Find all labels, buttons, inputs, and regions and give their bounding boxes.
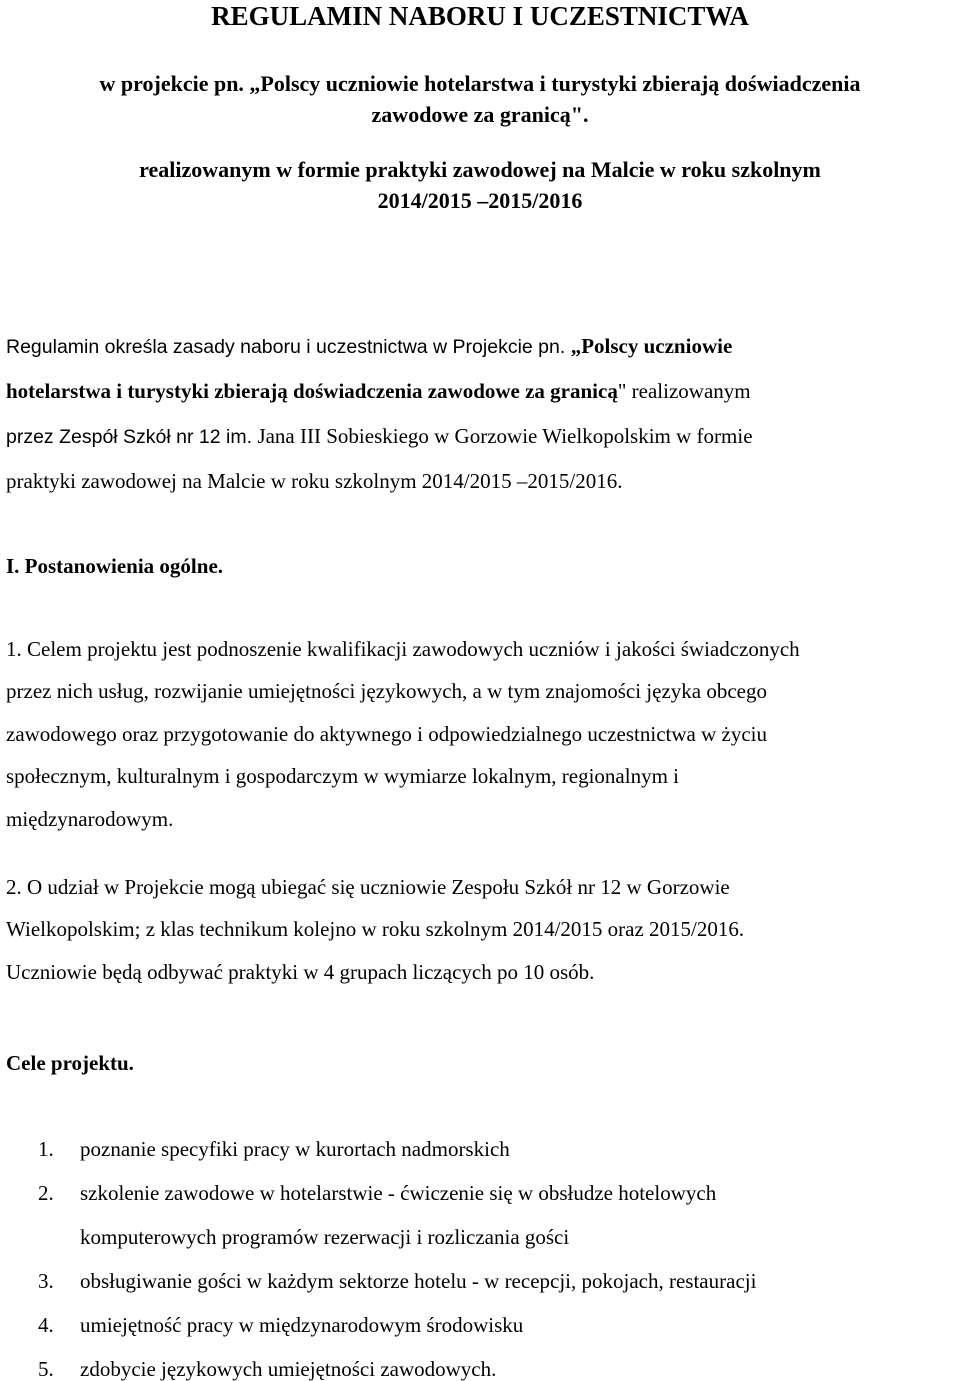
list-item <box>0 1259 960 1303</box>
paragraph-1-line: zawodowego oraz przygotowanie do aktywnego i odpowiedzialnego uczestnictwa w życiu <box>6 721 767 746</box>
goals-list <box>0 1127 960 1381</box>
list-item <box>0 1127 960 1171</box>
subtitle-line-1: w projekcie pn. „Polscy uczniowie hotelarstwa i turystyki zbierają doświadczenia <box>99 71 861 96</box>
list-item <box>0 1303 960 1347</box>
realization-line-1: realizowanym w formie praktyki zawodowej na Malcie w roku szkolnym <box>139 157 821 182</box>
intro-paragraph <box>6 324 960 503</box>
list-item-text: szkolenie zawodowe w hotelarstwie - ćwiczenie się w obsłudze hotelowych <box>80 1181 717 1205</box>
realization-line-2: 2014/2015 –2015/2016 <box>377 188 583 213</box>
list-item-number: 1. <box>38 1137 54 1161</box>
intro-line-3-text-a: przez Zespół Szkół nr 12 im. <box>6 426 258 448</box>
paragraph-2-line: Uczniowie będą odbywać praktyki w 4 grupach liczących po 10 osób. <box>6 959 595 984</box>
intro-line-2 <box>6 369 960 414</box>
section-heading-goals: Cele projektu. <box>6 1051 134 1075</box>
intro-line-1 <box>6 324 960 369</box>
paragraph-1 <box>6 628 960 840</box>
list-item-number: 2. <box>38 1181 54 1205</box>
list-item <box>0 1171 960 1259</box>
subtitle-line-2: zawodowe za granicą". <box>371 102 589 127</box>
paragraph-2-line: Wielkopolskim; z klas technikum kolejno w roku szkolnym 2014/2015 oraz 2015/2016. <box>6 917 745 942</box>
paragraph-1-line: międzynarodowym. <box>6 806 174 831</box>
list-item-text: zdobycie językowych umiejętności zawodowych. <box>80 1357 497 1381</box>
project-subtitle <box>30 68 930 130</box>
list-item-text: obsługiwanie gości w każdym sektorze hotelu - w recepcji, pokojach, restauracji <box>80 1269 757 1293</box>
list-item-number: 4. <box>38 1313 54 1337</box>
list-item-text: komputerowych programów rezerwacji i rozliczania gości <box>80 1225 570 1249</box>
list-item-number: 5. <box>38 1357 54 1381</box>
intro-line-4: praktyki zawodowej na Malcie w roku szkolnym 2014/2015 –2015/2016. <box>6 469 623 493</box>
list-item-text: poznanie specyfiki pracy w kurortach nadmorskich <box>80 1137 510 1161</box>
intro-line-3 <box>6 414 960 459</box>
paragraph-2 <box>6 866 960 993</box>
realization-info <box>30 154 930 216</box>
paragraph-1-line: przez nich usług, rozwijanie umiejętności językowych, a w tym znajomości języka obcego <box>6 679 767 704</box>
intro-line-1-text: Regulamin określa zasady naboru i uczestnictwa w Projekcie pn. <box>6 336 571 358</box>
intro-line-3-text-b: Jana III Sobieskiego w Gorzowie Wielkopolskim w formie <box>257 424 753 448</box>
list-item <box>0 1347 960 1381</box>
document-title: REGULAMIN NABORU I UCZESTNICTWA <box>211 1 749 31</box>
intro-line-2-text: " realizowanym <box>617 379 751 403</box>
intro-project-name-start: „Polscy uczniowie <box>570 334 733 358</box>
list-item-text: umiejętność pracy w międzynarodowym środowisku <box>80 1313 524 1337</box>
paragraph-1-line: społecznym, kulturalnym i gospodarczym w wymiarze lokalnym, regionalnym i <box>6 764 680 789</box>
intro-project-name-end: hotelarstwa i turystyki zbierają doświadczenia zawodowe za granicą <box>6 379 618 403</box>
section-heading-general: I. Postanowienia ogólne. <box>6 554 224 578</box>
list-item-number: 3. <box>38 1269 54 1293</box>
paragraph-2-line: 2. O udział w Projekcie mogą ubiegać się uczniowie Zespołu Szkół nr 12 w Gorzowie <box>6 875 730 899</box>
paragraph-1-line: 1. Celem projektu jest podnoszenie kwalifikacji zawodowych uczniów i jakości świadczonych <box>6 637 800 661</box>
